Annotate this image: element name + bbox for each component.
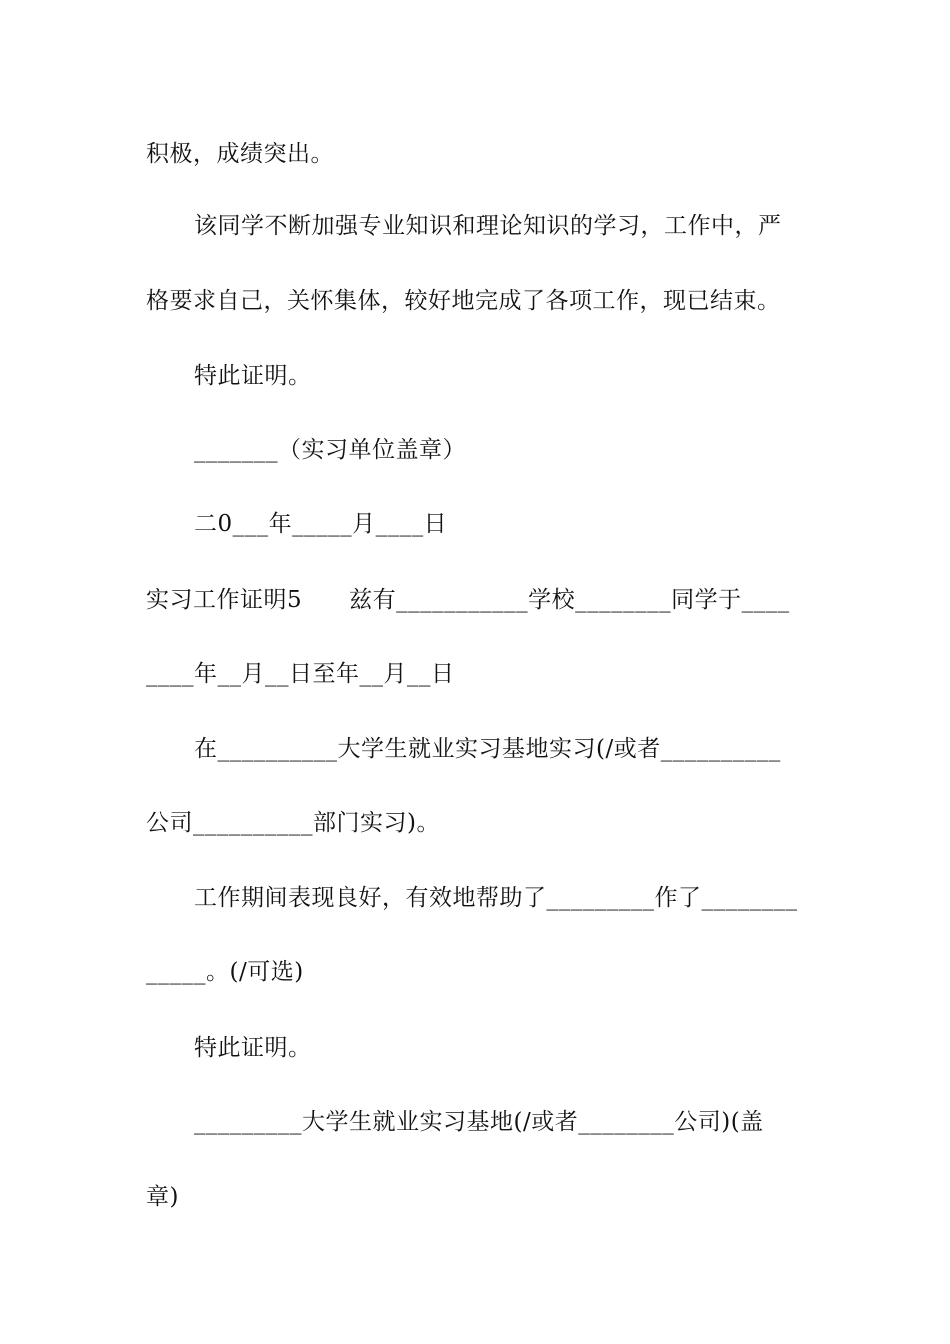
paragraph-line: ____年__月__日至年__月__日 — [146, 661, 455, 687]
certification-statement: 特此证明。 — [194, 1035, 312, 1061]
paragraph-line: _____。(/可选) — [146, 959, 304, 985]
seal-line: _______（实习单位盖章） — [194, 437, 466, 463]
paragraph-line: 实习工作证明5 兹有___________学校________同学于____ — [146, 587, 790, 613]
paragraph-line: 积极，成绩突出。 — [146, 141, 334, 167]
seal-line-continuation: 章) — [146, 1184, 179, 1210]
date-line: 二0___年_____月____日 — [194, 511, 448, 537]
paragraph-line: 工作期间表现良好，有效地帮助了_________作了________ — [194, 885, 798, 911]
paragraph-line: 公司__________部门实习)。 — [146, 810, 440, 836]
paragraph-line: 格要求自己，关怀集体，较好地完成了各项工作，现已结束。 — [146, 288, 781, 314]
seal-line: _________大学生就业实习基地(/或者________公司)(盖 — [194, 1109, 764, 1135]
paragraph-line: 该同学不断加强专业知识和理论知识的学习，工作中，严 — [194, 213, 782, 239]
paragraph-line: 在__________大学生就业实习基地实习(/或者__________ — [194, 736, 781, 762]
certification-statement: 特此证明。 — [194, 363, 312, 389]
